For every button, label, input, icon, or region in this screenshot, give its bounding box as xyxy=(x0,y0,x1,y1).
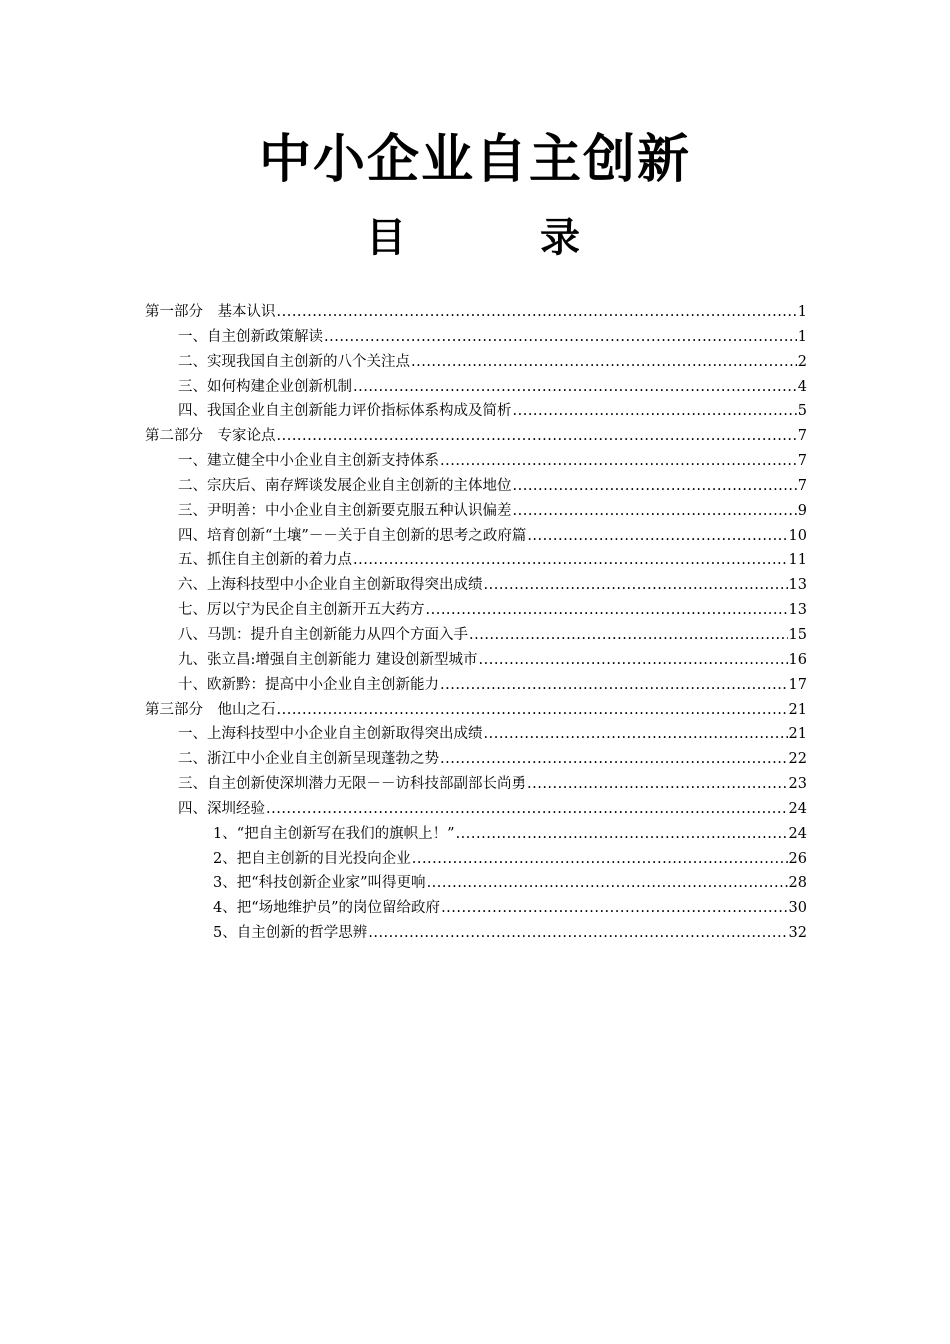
toc-entry-title: 一、建立健全中小企业自主创新支持体系 xyxy=(178,453,439,470)
toc-entry-title: 四、我国企业自主创新能力评价指标体系构成及简析 xyxy=(178,403,512,420)
toc-entry-page-number: 15 xyxy=(788,626,807,643)
toc-entry[interactable] xyxy=(145,722,807,747)
toc-entry[interactable] xyxy=(145,822,807,847)
toc-leader-dots xyxy=(412,847,788,872)
toc-entry-title: 二、浙江中小企业自主创新呈现蓬勃之势 xyxy=(178,751,439,768)
toc-entry-page-number: 5 xyxy=(797,403,807,420)
toc-entry-title: 5、自主创新的哲学思辨 xyxy=(213,925,368,942)
toc-leader-dots xyxy=(277,300,797,325)
toc-leader-dots xyxy=(266,797,788,822)
toc-entry[interactable] xyxy=(145,698,807,723)
toc-entry[interactable] xyxy=(145,797,807,822)
toc-entry[interactable] xyxy=(145,424,807,449)
toc-leader-dots xyxy=(277,424,797,449)
toc-entry-title: 2、把自主创新的目光投向企业 xyxy=(213,850,411,867)
toc-entry[interactable] xyxy=(145,896,807,921)
toc-leader-dots xyxy=(353,375,797,400)
toc-entry[interactable] xyxy=(145,847,807,872)
toc-entry-page-number: 24 xyxy=(788,825,807,842)
toc-entry-page-number: 1 xyxy=(797,328,807,345)
toc-entry-title: 四、培育创新“土壤”－－关于自主创新的思考之政府篇 xyxy=(178,527,527,544)
toc-entry-title: 十、欧新黔：提高中小企业自主创新能力 xyxy=(178,676,439,693)
toc-leader-dots xyxy=(440,747,788,772)
toc-leader-dots xyxy=(368,921,787,946)
toc-entry-page-number: 4 xyxy=(797,378,807,395)
toc-entry-page-number: 21 xyxy=(788,701,807,718)
toc-entry-page-number: 30 xyxy=(788,900,807,917)
toc-entry-page-number: 23 xyxy=(788,776,807,793)
toc-entry-page-number: 2 xyxy=(797,353,807,370)
toc-entry[interactable] xyxy=(145,325,807,350)
toc-entry-page-number: 22 xyxy=(788,751,807,768)
toc-leader-dots xyxy=(527,772,788,797)
toc-entry[interactable] xyxy=(145,449,807,474)
toc-leader-dots xyxy=(513,499,797,524)
toc-leader-dots xyxy=(277,698,788,723)
toc-leader-dots xyxy=(513,399,797,424)
toc-leader-dots xyxy=(324,325,797,350)
toc-leader-dots xyxy=(513,474,797,499)
toc-leader-dots xyxy=(440,449,797,474)
toc-entry-title: 第一部分 基本认识 xyxy=(145,304,276,320)
toc-entry-page-number: 7 xyxy=(797,428,807,445)
document-title: 中小企业自主创新 xyxy=(258,130,691,190)
toc-entry-page-number: 7 xyxy=(797,477,807,494)
toc-leader-dots xyxy=(426,598,788,623)
toc-entry-title: 三、自主创新使深圳潜力无限－－访科技部副部长尚勇 xyxy=(178,776,526,793)
toc-entry-title: 第三部分 他山之石 xyxy=(145,701,276,718)
toc-entry[interactable] xyxy=(145,474,807,499)
toc-leader-dots xyxy=(484,573,788,598)
toc-entry[interactable] xyxy=(145,598,807,623)
toc-heading-char-1: 目 xyxy=(366,215,406,261)
toc-entry-page-number: 13 xyxy=(788,602,807,619)
toc-entry[interactable] xyxy=(145,548,807,573)
toc-entry-title: 六、上海科技型中小企业自主创新取得突出成绩 xyxy=(178,577,483,594)
toc-entry-page-number: 16 xyxy=(788,651,807,668)
toc-leader-dots xyxy=(411,350,797,375)
toc-entry[interactable] xyxy=(145,350,807,375)
toc-entry[interactable] xyxy=(145,623,807,648)
toc-entry-page-number: 21 xyxy=(788,726,807,743)
toc-entry-title: 二、实现我国自主创新的八个关注点 xyxy=(178,353,410,370)
toc-entry-title: 三、尹明善：中小企业自主创新要克服五种认识偏差 xyxy=(178,502,512,519)
toc-entry-page-number: 26 xyxy=(788,850,807,867)
toc-leader-dots xyxy=(456,822,788,847)
toc-entry-title: 第二部分 专家论点 xyxy=(145,428,276,445)
toc-entry-title: 4、把“场地维护员”的岗位留给政府 xyxy=(213,900,441,917)
toc-entry-page-number: 32 xyxy=(788,925,807,942)
toc-entry[interactable] xyxy=(145,921,807,946)
toc-entry-page-number: 28 xyxy=(788,875,807,892)
toc-entry-title: 1、“把自主创新写在我们的旗帜上！” xyxy=(213,825,455,842)
toc-entry[interactable] xyxy=(145,499,807,524)
toc-entry[interactable] xyxy=(145,772,807,797)
toc-leader-dots xyxy=(484,722,788,747)
toc-entry-page-number: 9 xyxy=(797,502,807,519)
toc-entry-title: 二、宗庆后、南存辉谈发展企业自主创新的主体地位 xyxy=(178,477,512,494)
toc-entry[interactable] xyxy=(145,573,807,598)
toc-leader-dots xyxy=(479,648,788,673)
toc-entry-title: 一、自主创新政策解读 xyxy=(178,328,323,345)
toc-entry-title: 九、张立昌:增强自主创新能力 建设创新型城市 xyxy=(178,651,478,668)
toc-entry-title: 五、抓住自主创新的着力点 xyxy=(178,552,352,569)
table-of-contents xyxy=(145,300,807,946)
toc-entry-title: 八、马凯：提升自主创新能力从四个方面入手 xyxy=(178,626,468,643)
toc-entry-title: 四、深圳经验 xyxy=(178,800,265,817)
toc-entry-title: 三、如何构建企业创新机制 xyxy=(178,378,352,395)
toc-leader-dots xyxy=(469,623,788,648)
toc-leader-dots xyxy=(427,871,788,896)
toc-leader-dots xyxy=(440,673,788,698)
toc-entry-page-number: 24 xyxy=(788,800,807,817)
toc-entry[interactable] xyxy=(145,399,807,424)
toc-leader-dots xyxy=(353,548,788,573)
toc-entry-page-number: 7 xyxy=(797,453,807,470)
toc-leader-dots xyxy=(527,524,787,549)
toc-entry-title: 3、把“科技创新企业家”叫得更响 xyxy=(213,875,426,892)
toc-entry-page-number: 13 xyxy=(788,577,807,594)
toc-entry[interactable] xyxy=(145,871,807,896)
toc-entry-page-number: 11 xyxy=(788,552,807,569)
toc-heading-char-2: 录 xyxy=(540,215,580,261)
toc-leader-dots xyxy=(441,896,787,921)
toc-entry[interactable] xyxy=(145,648,807,673)
toc-entry-page-number: 17 xyxy=(788,676,807,693)
toc-entry-page-number: 1 xyxy=(797,304,807,320)
toc-entry[interactable] xyxy=(145,747,807,772)
toc-entry[interactable] xyxy=(145,673,807,698)
toc-entry[interactable] xyxy=(145,524,807,549)
toc-entry[interactable] xyxy=(145,375,807,400)
toc-entry-page-number: 10 xyxy=(788,527,807,544)
toc-entry-title: 一、上海科技型中小企业自主创新取得突出成绩 xyxy=(178,726,483,743)
toc-entry-title: 七、厉以宁为民企自主创新开五大药方 xyxy=(178,602,425,619)
toc-entry[interactable] xyxy=(145,300,807,325)
